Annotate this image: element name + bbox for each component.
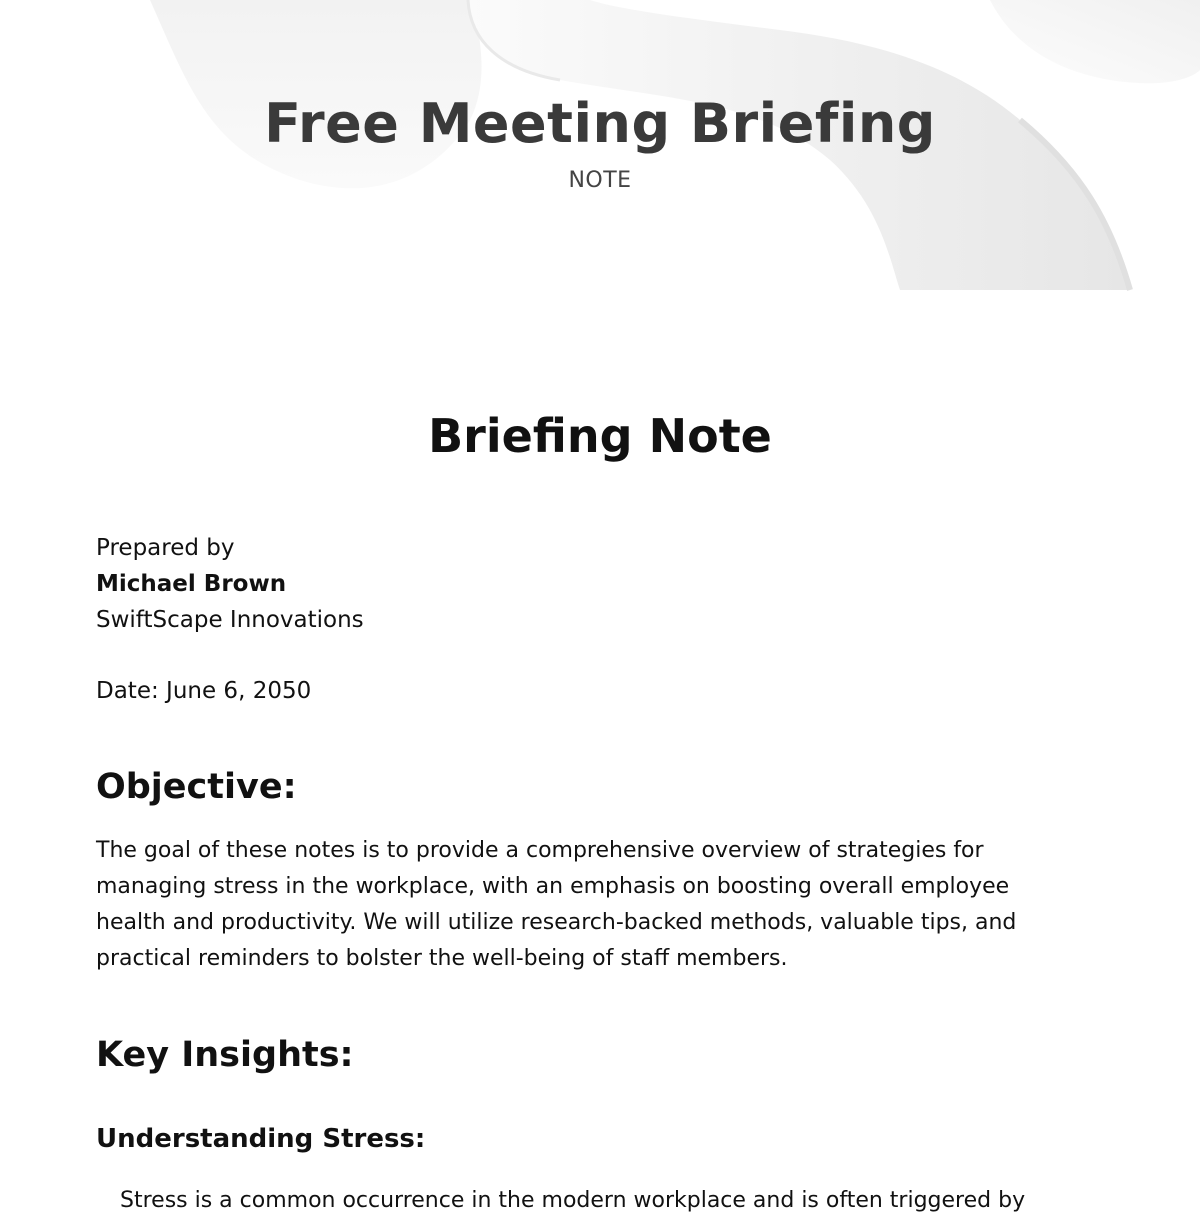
header-subtitle: NOTE bbox=[568, 168, 632, 193]
document-body bbox=[96, 400, 1104, 1219]
objective-paragraph: The goal of these notes is to provide a comprehensive overview of strategies for managing stress in the workplace, with an emphasis on boosting overall employee health and productivity. We will utilize research-backed methods, valuable tips, and practical reminders to bolster the well-being of staff members. bbox=[96, 838, 1017, 971]
header-title: Free Meeting Briefing bbox=[264, 92, 936, 155]
understanding-stress-list bbox=[96, 1183, 1104, 1219]
key-insights-heading: Key Insights: bbox=[96, 1035, 354, 1075]
understanding-stress-heading: Understanding Stress: bbox=[96, 1124, 426, 1154]
header-banner bbox=[0, 0, 1200, 290]
author-name: Michael Brown bbox=[96, 571, 287, 597]
company-name: SwiftScape Innovations bbox=[96, 607, 364, 633]
document-date: Date: June 6, 2050 bbox=[96, 678, 312, 704]
objective-heading: Objective: bbox=[96, 767, 297, 807]
list-item: Stress is a common occurrence in the modern workplace and is often triggered by bbox=[120, 1188, 1026, 1213]
author-block bbox=[96, 530, 1104, 709]
prepared-by-label: Prepared by bbox=[96, 535, 235, 561]
document-title: Briefing Note bbox=[428, 409, 772, 463]
